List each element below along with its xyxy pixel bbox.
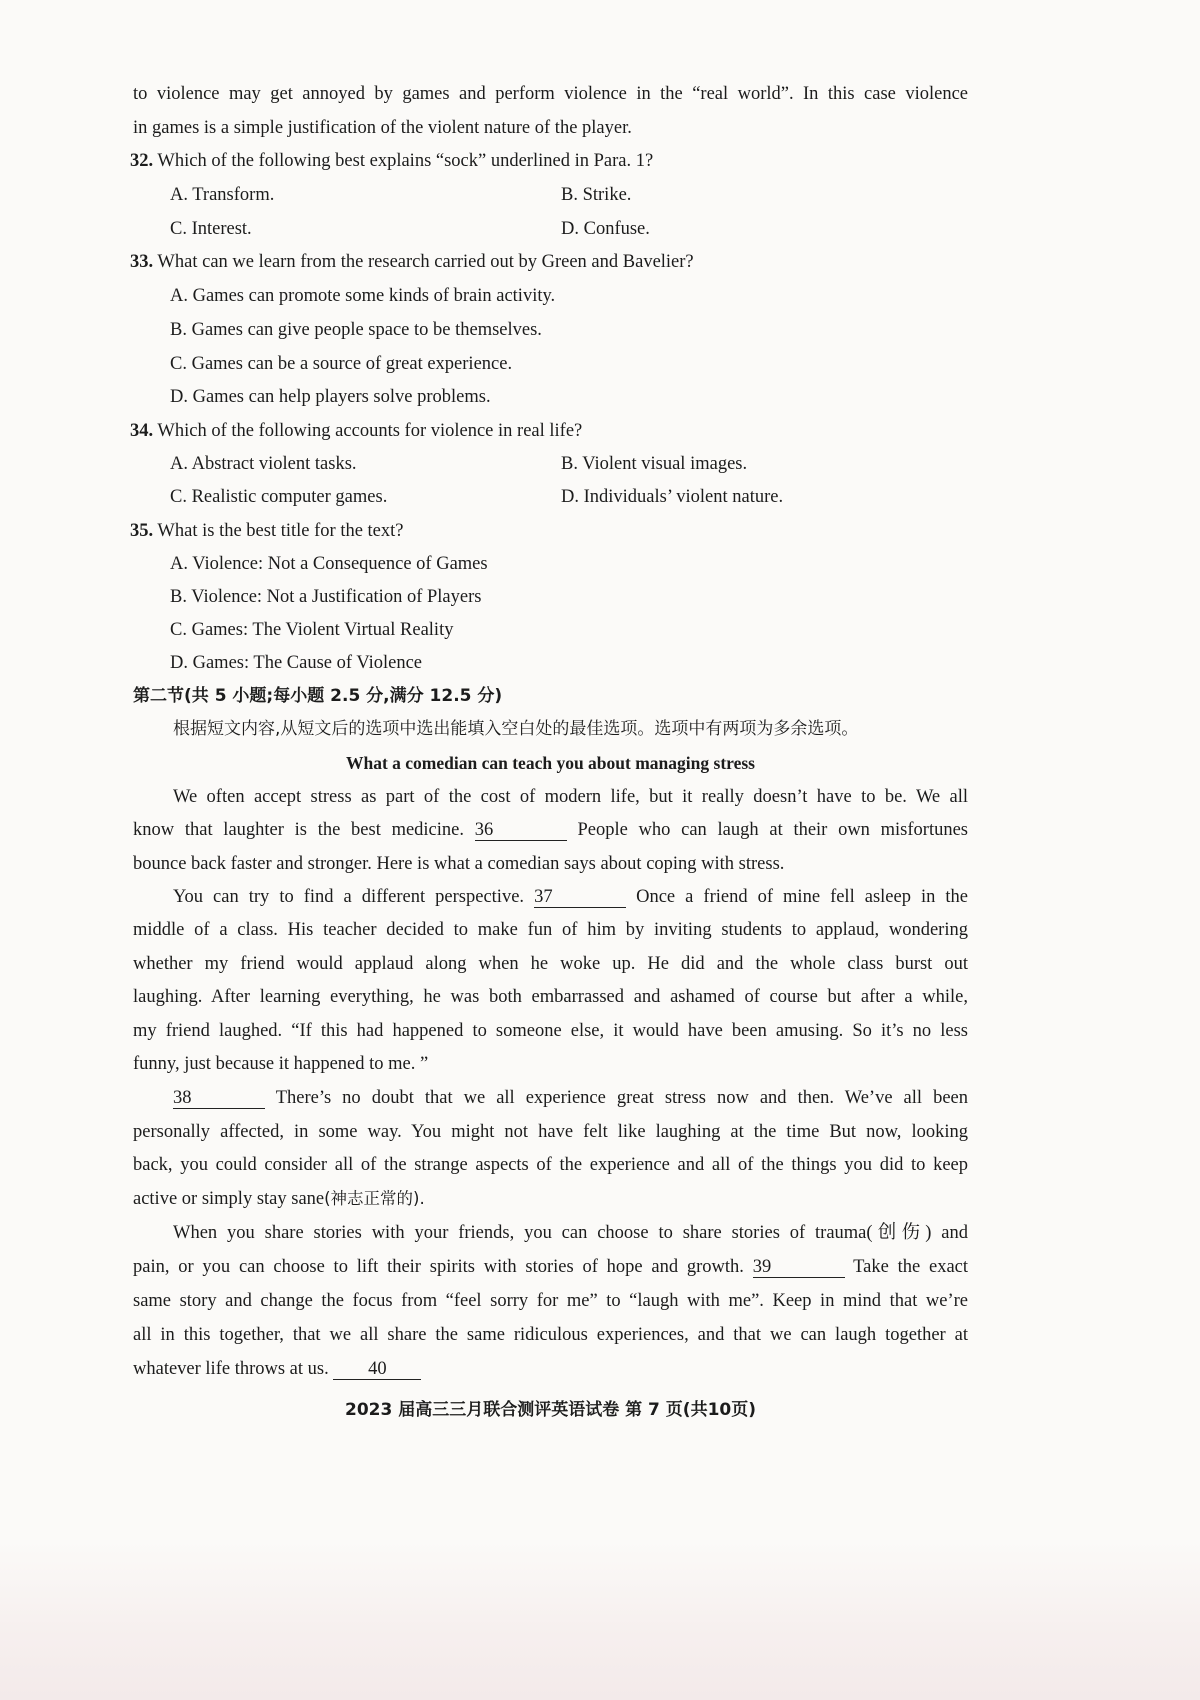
- blank-39[interactable]: 39: [753, 1257, 845, 1278]
- text-segment: There’s no doubt that we all experience great stress now and then. We’ve all been: [275, 1088, 968, 1108]
- option-d: D. Individuals’ violent nature.: [561, 487, 784, 507]
- option-b: B. Strike.: [561, 185, 632, 205]
- option-a: A. Games can promote some kinds of brain activity.: [170, 286, 556, 306]
- article-text-line: middle of a class. His teacher decided to make fun of him by inviting students to applaud, wondering: [133, 920, 968, 940]
- question-32: [130, 149, 653, 173]
- option-c: C. Interest.: [170, 219, 252, 239]
- option-a: A. Transform.: [170, 185, 275, 205]
- text-segment: Take the exact: [853, 1257, 969, 1277]
- option-d: D. Confuse.: [561, 219, 650, 239]
- option-b: B. Violent visual images.: [561, 454, 748, 474]
- article-text-line: bounce back faster and stronger. Here is what a comedian says about coping with stress.: [133, 854, 785, 874]
- section-instruction: 根据短文内容,从短文后的选项中选出能填入空白处的最佳选项。选项中有两项为多余选项。: [173, 719, 859, 739]
- option-c: C. Games: The Violent Virtual Reality: [170, 620, 454, 640]
- question-33: [130, 250, 694, 274]
- text-segment: active or simply stay sane: [133, 1189, 325, 1209]
- option-b: B. Games can give people space to be themselves.: [170, 320, 542, 340]
- text-segment: You can try to find a different perspective.: [173, 887, 525, 907]
- option-d: D. Games: The Cause of Violence: [170, 653, 422, 673]
- article-text-line: When you share stories with your friends, you can choose to share stories of trauma(创伤) and: [173, 1223, 968, 1243]
- article-text-line: same story and change the focus from “feel sorry for me” to “laugh with me”. Keep in mind that we’re: [133, 1291, 968, 1311]
- article-text-line: [133, 1255, 968, 1279]
- page-footer: 2023 届高三三月联合测评英语试卷 第 7 页(共10页): [344, 1400, 756, 1420]
- blank-38[interactable]: 38: [173, 1088, 265, 1109]
- blank-40[interactable]: 40: [333, 1359, 421, 1380]
- question-34: [130, 419, 582, 443]
- blank-37[interactable]: 37: [534, 887, 626, 908]
- option-a: A. Violence: Not a Consequence of Games: [170, 554, 488, 574]
- question-number: 33.: [130, 252, 154, 272]
- option-c: C. Realistic computer games.: [170, 487, 388, 507]
- text-segment: whatever life throws at us.: [133, 1359, 329, 1379]
- question-stem: Which of the following accounts for violence in real life?: [157, 421, 583, 441]
- option-d: D. Games can help players solve problems.: [170, 387, 491, 407]
- option-b: B. Violence: Not a Justification of Players: [170, 587, 482, 607]
- passage-text-line: in games is a simple justification of the violent nature of the player.: [133, 118, 632, 138]
- article-text-line: [133, 1187, 425, 1211]
- option-c: C. Games can be a source of great experience.: [170, 354, 513, 374]
- article-text-line: [173, 1086, 968, 1110]
- option-a: A. Abstract violent tasks.: [170, 454, 357, 474]
- article-text-line: all in this together, that we all share the same ridiculous experiences, and that we can laugh together at: [133, 1325, 968, 1345]
- question-number: 35.: [130, 521, 154, 541]
- text-segment: pain, or you can choose to lift their spirits with stories of hope and growth.: [133, 1257, 744, 1277]
- article-title: What a comedian can teach you about managing stress: [345, 753, 755, 773]
- passage-text-line: to violence may get annoyed by games and perform violence in the “real world”. In this case violence: [133, 84, 968, 104]
- question-stem: What can we learn from the research carried out by Green and Bavelier?: [157, 252, 694, 272]
- question-stem: Which of the following best explains “sock” underlined in Para. 1?: [157, 151, 654, 171]
- text-segment: Once a friend of mine fell asleep in the: [636, 887, 969, 907]
- article-text-line: funny, just because it happened to me. ”: [133, 1054, 429, 1074]
- article-text-line: [133, 1357, 421, 1381]
- article-text-line: back, you could consider all of the strange aspects of the experience and all of the things you did to keep: [133, 1155, 968, 1175]
- article-text-line: my friend laughed. “If this had happened to someone else, it would have been amusing. So it’s no less: [133, 1021, 968, 1041]
- article-text-line: We often accept stress as part of the cost of modern life, but it really doesn’t have to be. We all: [173, 787, 968, 807]
- question-number: 32.: [130, 151, 154, 171]
- article-text-line: [173, 885, 968, 909]
- question-stem: What is the best title for the text?: [157, 521, 404, 541]
- text-segment: (神志正常的).: [324, 1189, 425, 1208]
- page-bottom-tint: [0, 1540, 1200, 1700]
- blank-36[interactable]: 36: [475, 820, 567, 841]
- section-heading: 第二节(共 5 小题;每小题 2.5 分,满分 12.5 分): [133, 686, 503, 706]
- text-segment: People who can laugh at their own misfortunes: [577, 820, 969, 840]
- article-text-line: [133, 818, 968, 842]
- text-segment: know that laughter is the best medicine.: [133, 820, 464, 840]
- question-35: [130, 519, 404, 543]
- article-text-line: personally affected, in some way. You might not have felt like laughing at the time But now, looking: [133, 1122, 968, 1142]
- article-text-line: laughing. After learning everything, he was both embarrassed and ashamed of course but after a while,: [133, 987, 968, 1007]
- question-number: 34.: [130, 421, 154, 441]
- article-text-line: whether my friend would applaud along when he woke up. He did and the whole class burst out: [133, 954, 968, 974]
